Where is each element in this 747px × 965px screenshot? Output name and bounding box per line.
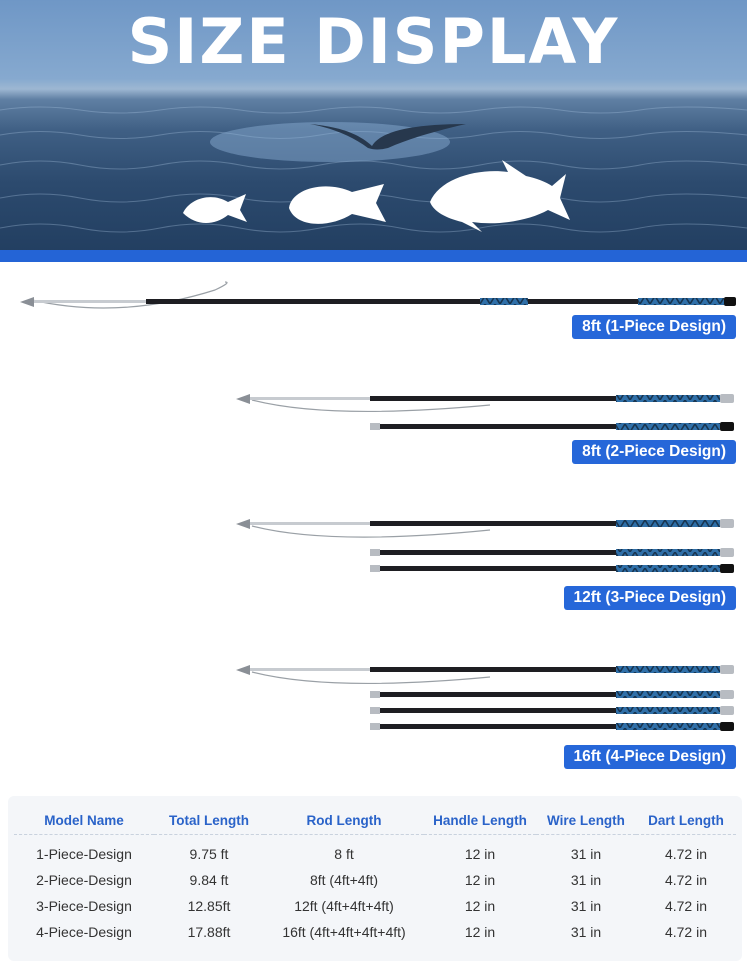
spear-4-piece (236, 665, 734, 731)
cell: 31 in (570, 846, 602, 862)
cell: 2-Piece-Design (36, 872, 132, 888)
spear-3-piece (236, 519, 734, 573)
column-header: Model Name (14, 806, 154, 835)
cell: 12 in (464, 924, 496, 940)
cell: 8 ft (334, 846, 354, 862)
cell: 12 in (464, 872, 496, 888)
cell: 9.75 ft (189, 846, 229, 862)
size-badge-4-piece: 16ft (4-Piece Design) (564, 745, 736, 769)
cell: 3-Piece-Design (36, 898, 132, 914)
cell: 12.85ft (187, 898, 231, 914)
size-badge-2-piece: 8ft (2-Piece Design) (572, 440, 736, 464)
spec-table-card (8, 796, 742, 961)
cell: 4.72 in (664, 898, 708, 914)
cell: 31 in (570, 872, 602, 888)
column-header: Dart Length (636, 806, 736, 835)
size-badge-3-piece: 12ft (3-Piece Design) (564, 586, 736, 610)
column-header: Handle Length (424, 806, 536, 835)
cell: 1-Piece-Design (36, 846, 132, 862)
table-row (14, 867, 736, 893)
cell: 4.72 in (664, 872, 708, 888)
spear-1-piece (20, 282, 736, 308)
cell: 16ft (4ft+4ft+4ft+4ft) (282, 924, 406, 940)
table-header-row (14, 806, 736, 835)
cell: 17.88ft (187, 924, 231, 940)
size-badge-1-piece: 8ft (1-Piece Design) (572, 315, 736, 339)
cell: 12 in (464, 898, 496, 914)
cell: 31 in (570, 924, 602, 940)
cell: 4-Piece-Design (36, 924, 132, 940)
cell: 12ft (4ft+4ft+4ft) (294, 898, 394, 914)
spec-table (14, 806, 736, 945)
table-row (14, 835, 736, 868)
cell: 4.72 in (664, 846, 708, 862)
column-header: Total Length (154, 806, 264, 835)
cell: 12 in (464, 846, 496, 862)
page-title: SIZE DISPLAY (127, 5, 620, 78)
cell: 4.72 in (664, 924, 708, 940)
column-header: Wire Length (536, 806, 636, 835)
cell: 31 in (570, 898, 602, 914)
table-row (14, 919, 736, 945)
cell: 9.84 ft (189, 872, 229, 888)
cell: 8ft (4ft+4ft) (309, 872, 379, 888)
table-row (14, 893, 736, 919)
spear-2-piece (236, 394, 734, 431)
column-header: Rod Length (264, 806, 424, 835)
